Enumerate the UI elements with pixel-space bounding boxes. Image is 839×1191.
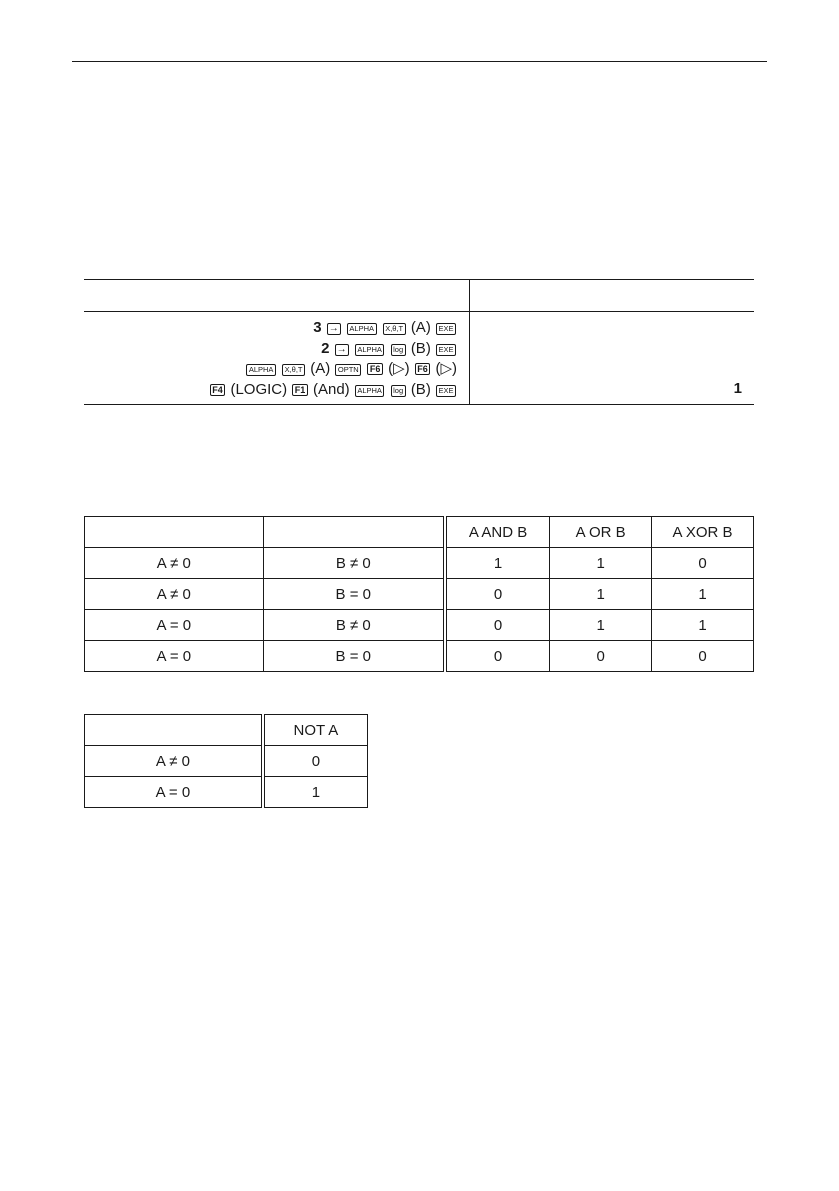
xthetat-key: X,θ,T (383, 323, 406, 335)
exe-key: EXE (436, 344, 456, 356)
cell-not: 1 (263, 777, 368, 808)
table-row (85, 641, 754, 672)
f1-key: F1 (292, 384, 308, 396)
header-not: NOT A (263, 715, 368, 746)
header-a (85, 715, 263, 746)
cell-b: B ≠ 0 (263, 548, 445, 579)
header-a (85, 517, 264, 548)
key-line-1 (209, 318, 457, 339)
cell-or: 1 (550, 548, 652, 579)
cell-a: A ≠ 0 (85, 548, 264, 579)
header-rule (72, 61, 767, 62)
var-label-a: (A) (410, 319, 431, 336)
example-column-divider (469, 280, 470, 404)
and-label: (And) (312, 380, 350, 398)
cell-or: 0 (550, 641, 652, 672)
example-table (84, 279, 754, 405)
cell-xor: 0 (652, 641, 754, 672)
cell-a: A = 0 (85, 641, 264, 672)
example-result: 1 (733, 380, 742, 397)
table-row (85, 610, 754, 641)
cell-and: 0 (445, 610, 550, 641)
truth-table (84, 516, 754, 672)
table-row (85, 579, 754, 610)
number-2: 2 (321, 339, 330, 357)
alpha-key: ALPHA (347, 323, 377, 335)
cell-and: 1 (445, 548, 550, 579)
optn-key: OPTN (335, 364, 361, 376)
cell-b: B ≠ 0 (263, 610, 445, 641)
header-and: A AND B (445, 517, 550, 548)
table-row (85, 777, 368, 808)
table-row (85, 746, 368, 777)
cell-a: A = 0 (85, 777, 263, 808)
cell-xor: 1 (652, 610, 754, 641)
cell-and: 0 (445, 641, 550, 672)
key-line-4 (209, 380, 457, 401)
var-label-b: (B) (410, 339, 431, 357)
alpha-key: ALPHA (355, 385, 385, 397)
header-b (263, 517, 445, 548)
key-line-3 (209, 359, 457, 380)
log-key: log (391, 385, 406, 397)
cell-and: 0 (445, 579, 550, 610)
assign-arrow-key: → (328, 323, 339, 334)
key-operation-column (209, 318, 457, 400)
var-label-b: (B) (410, 380, 431, 398)
log-key: log (391, 344, 406, 356)
cell-a: A ≠ 0 (85, 579, 264, 610)
cell-xor: 1 (652, 579, 754, 610)
cell-a: A ≠ 0 (85, 746, 263, 777)
number-3: 3 (313, 319, 322, 336)
table-row (85, 548, 754, 579)
key-line-2 (209, 339, 457, 360)
truth-table-header-row (85, 517, 754, 548)
cell-b: B = 0 (263, 579, 445, 610)
f6-key: F6 (367, 363, 383, 375)
xthetat-key: X,θ,T (282, 364, 305, 376)
header-or: A OR B (550, 517, 652, 548)
cell-not: 0 (263, 746, 368, 777)
cell-a: A = 0 (85, 610, 264, 641)
next-menu-label: (▷) (388, 360, 410, 377)
cell-or: 1 (550, 610, 652, 641)
exe-key: EXE (436, 385, 456, 397)
assign-arrow-key: → (336, 343, 347, 355)
example-header-rule (84, 311, 754, 312)
not-table (84, 714, 368, 808)
f4-key: F4 (210, 384, 226, 396)
cell-or: 1 (550, 579, 652, 610)
cell-b: B = 0 (263, 641, 445, 672)
next-menu-label: (▷) (435, 360, 457, 377)
logic-label: (LOGIC) (230, 380, 288, 398)
exe-key: EXE (436, 323, 456, 335)
alpha-key: ALPHA (355, 344, 385, 356)
f6-key: F6 (415, 363, 431, 375)
alpha-key: ALPHA (246, 364, 276, 376)
cell-xor: 0 (652, 548, 754, 579)
header-xor: A XOR B (652, 517, 754, 548)
not-table-header-row (85, 715, 368, 746)
var-label-a: (A) (310, 360, 331, 377)
